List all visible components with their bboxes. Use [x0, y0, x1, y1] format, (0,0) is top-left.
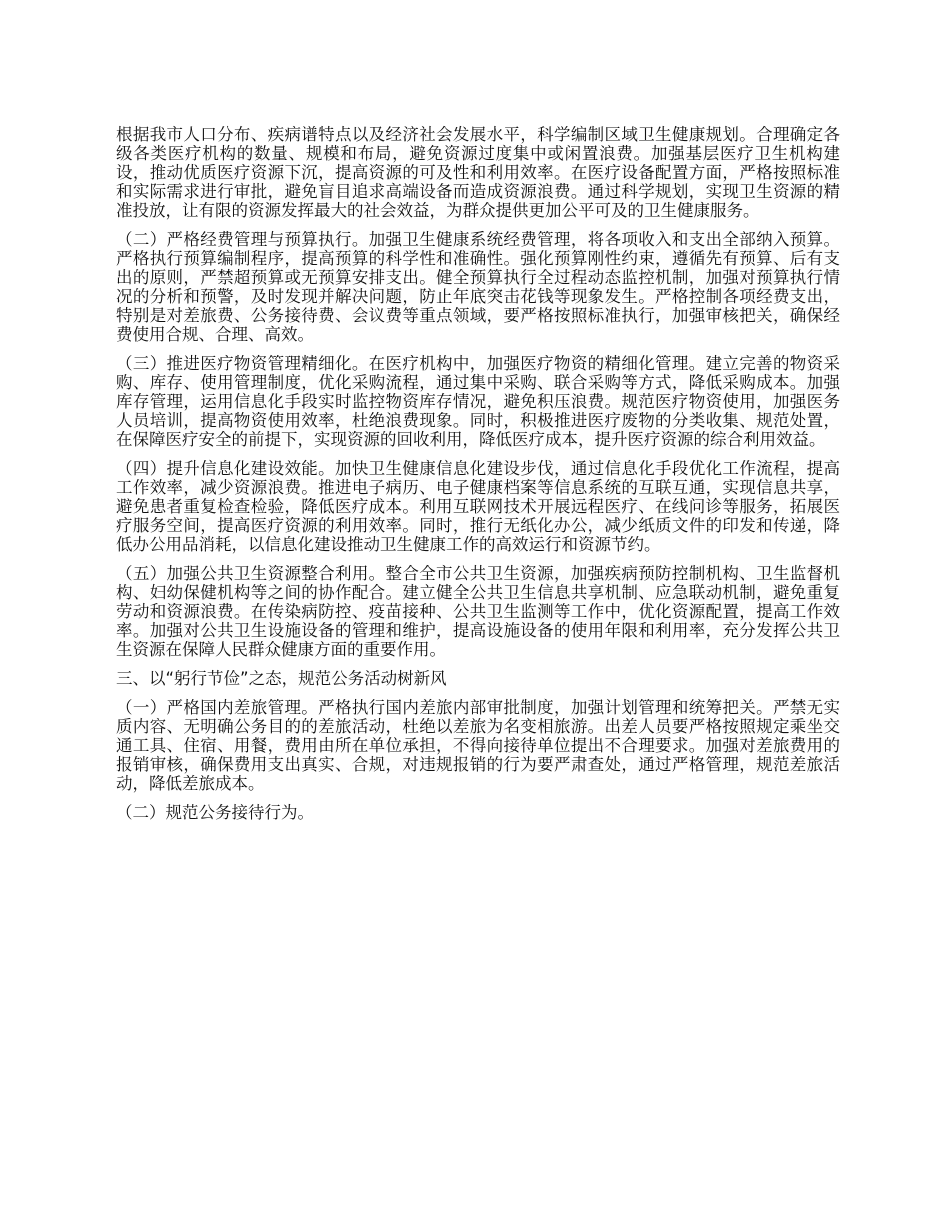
section-heading: 三、以“躬行节俭”之态，规范公务活动树新风: [116, 669, 447, 688]
paragraph-budget-management: （二）严格经费管理与预算执行。加强卫生健康系统经费管理，将各项收入和支出全部纳入预算。严格执行预算编制程序，提高预算的科学性和准确性。强化预算刚性约束，遵循先有预算、后有支出的原则，严禁超预算或无预算安排支出。健全预算执行全过程动态监控机制，加强对预算执行情况的分析和预警，及时发现并解决问题，防止年底突击花钱等现象发生。严格控制各项经费支出，特别是对差旅费、公务接待费、会议费等重点领域，要严格按照标准执行，加强审核把关，确保经费使用合规、合理、高效。: [116, 230, 840, 344]
paragraph-regional-health-planning: 根据我市人口分布、疾病谱特点以及经济社会发展水平，科学编制区域卫生健康规划。合理确定各级各类医疗机构的数量、规模和布局，避免资源过度集中或闲置浪费。加强基层医疗卫生机构建设，推动优质医疗资源下沉，提高资源的可及性和利用效率。在医疗设备配置方面，严格按照标准和实际需求进行审批，避免盲目追求高端设备而造成资源浪费。通过科学规划，实现卫生资源的精准投放，让有限的资源发挥最大的社会效益，为群众提供更加公平可及的卫生健康服务。: [116, 125, 840, 220]
paragraph-public-health-resources: （五）加强公共卫生资源整合利用。整合全市公共卫生资源，加强疾病预防控制机构、卫生监督机构、妇幼保健机构等之间的协作配合。建立健全公共卫生信息共享机制、应急联动机制，避免重复劳动和资源浪费。在传染病防控、疫苗接种、公共卫生监测等工作中，优化资源配置，提高工作效率。加强对公共卫生设施设备的管理和维护，提高设施设备的使用年限和利用率，充分发挥公共卫生资源在保障人民群众健康方面的重要作用。: [116, 564, 840, 659]
paragraph-travel-management: （一）严格国内差旅管理。严格执行国内差旅内部审批制度，加强计划管理和统筹把关。严禁无实质内容、无明确公务目的的差旅活动，杜绝以差旅为名变相旅游。出差人员要严格按照规定乘坐交通工具、住宿、用餐，费用由所在单位承担，不得向接待单位提出不合理要求。加强对差旅费用的报销审核，确保费用支出真实、合规，对违规报销的行为要严肃查处，通过严格管理，规范差旅活动，降低差旅成本。: [116, 698, 840, 793]
paragraph-official-reception: （二）规范公务接待行为。: [116, 803, 314, 822]
paragraph-medical-supplies: （三）推进医疗物资管理精细化。在医疗机构中，加强医疗物资的精细化管理。建立完善的物资采购、库存、使用管理制度，优化采购流程，通过集中采购、联合采购等方式，降低采购成本。加强库存管理，运用信息化手段实时监控物资库存情况，避免积压浪费。规范医疗物资使用，加强医务人员培训，提高物资使用效率，杜绝浪费现象。同时，积极推进医疗废物的分类收集、规范处置，在保障医疗安全的前提下，实现资源的回收利用，降低医疗成本，提升医疗资源的综合利用效益。: [116, 354, 840, 449]
paragraph-informatization: （四）提升信息化建设效能。加快卫生健康信息化建设步伐，通过信息化手段优化工作流程，提高工作效率，减少资源浪费。推进电子病历、电子健康档案等信息系统的互联互通，实现信息共享，避免患者重复检查检验，降低医疗成本。利用互联网技术开展远程医疗、在线问诊等服务，拓展医疗服务空间，提高医疗资源的利用效率。同时，推行无纸化办公，减少纸质文件的印发和传递，降低办公用品消耗，以信息化建设推动卫生健康工作的高效运行和资源节约。: [116, 459, 840, 554]
document-body: [116, 125, 840, 832]
